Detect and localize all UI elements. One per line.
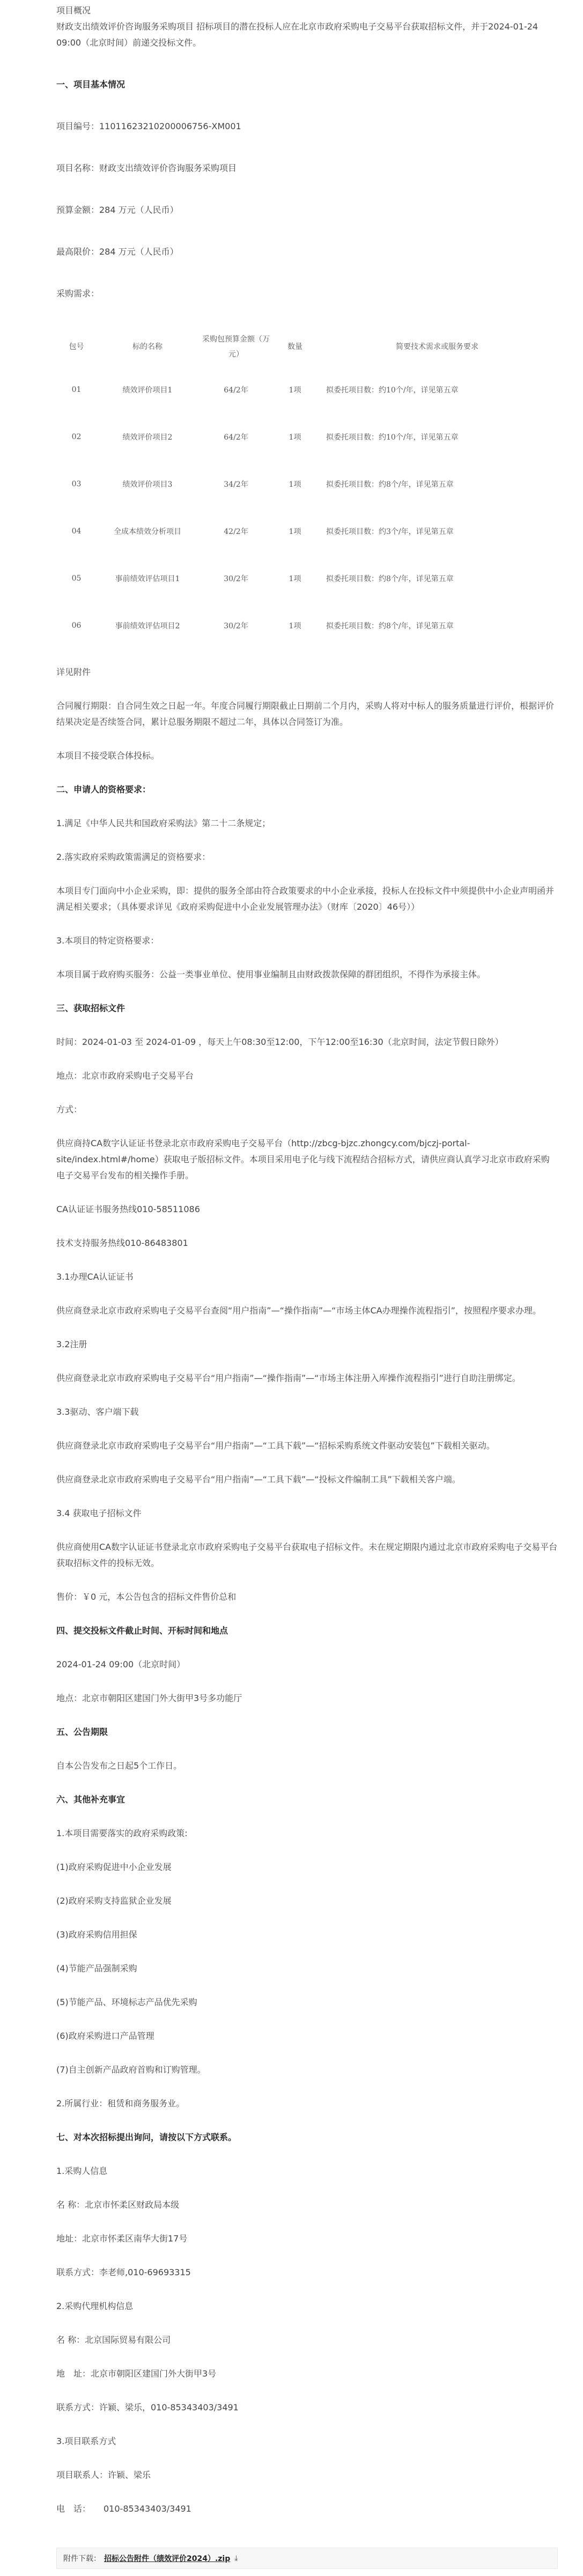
qualification-item-1: 1.满足《中华人民共和国政府采购法》第二十二条规定； (56, 818, 271, 828)
sub-3-3-text-2: 供应商登录北京市政府采购电子交易平台“用户指南”—“工具下载”—“投标文件编制工具”下载相关客户端。 (56, 1474, 461, 1484)
header-budget: 采购包预算金额（万元） (202, 335, 270, 359)
project-contact-phone: 电 话： 010-85343403/3491 (56, 2504, 191, 2514)
requirements-table (56, 328, 558, 649)
cell-name: 事前绩效评估项目2 (115, 622, 180, 630)
overview-heading: 项目概况 (56, 5, 91, 16)
cell-no: 05 (71, 574, 82, 583)
cell-name: 绩效评价项目2 (122, 433, 173, 442)
max-price: 最高限价：284 万元（人民币） (56, 247, 179, 257)
sub-3-3-title: 3.3驱动、客户端下载 (56, 1407, 139, 1417)
table-row (56, 366, 558, 413)
project-number: 项目编号：11011623210200006756-XM001 (56, 121, 241, 131)
project-name: 项目名称：财政支出绩效评价咨询服务采购项目 (56, 163, 237, 173)
document-price: 售价：￥0 元，本公告包含的招标文件售价总和 (56, 1592, 237, 1602)
buyer-address: 地址：北京市怀柔区南华大街17号 (56, 2233, 188, 2244)
cell-name: 绩效评价项目3 (122, 480, 173, 489)
no-consortium-note: 本项目不接受联合体投标。 (56, 751, 160, 761)
obtain-place: 地点：北京市政府采购电子交易平台 (56, 1071, 194, 1081)
cell-desc: 拟委托项目数：约8个/年，详见第五章 (326, 622, 454, 630)
buyer-name: 名 称：北京市怀柔区财政局本级 (56, 2200, 180, 2210)
section-1-title: 一、项目基本情况 (56, 79, 126, 90)
cell-no: 06 (71, 621, 82, 630)
qualification-item-3-text: 本项目属于政府购买服务：公益一类事业单位、使用事业编制且由财政拨款保障的群团组织，不得作为承接主体。 (56, 969, 486, 979)
cell-desc: 拟委托项目数：约10个/年，详见第五章 (326, 386, 459, 395)
policy-item: (1)政府采购促进中小企业发展 (56, 1862, 172, 1872)
project-contact-person: 项目联系人：许颖、梁乐 (56, 2470, 151, 2480)
cell-qty: 1项 (289, 575, 301, 583)
agent-title: 2.采购代理机构信息 (56, 2301, 134, 2311)
cell-qty: 1项 (289, 480, 301, 489)
section-5-title: 五、公告期限 (56, 1727, 108, 1737)
sub-3-2-text: 供应商登录北京市政府采购电子交易平台“用户指南”—“操作指南”—“市场主体注册入库操作流程指引”进行自助注册绑定。 (56, 1373, 521, 1383)
header-quantity: 数量 (287, 343, 302, 351)
cell-desc: 拟委托项目数：约8个/年，详见第五章 (326, 480, 454, 489)
tech-hotline: 技术支持服务热线010-86483801 (56, 1238, 188, 1248)
cell-budget: 42/2年 (224, 528, 248, 536)
cell-budget: 34/2年 (224, 480, 248, 489)
agent-address: 地 址：北京市朝阳区建国门外大街甲3号 (56, 2369, 217, 2379)
cell-qty: 1项 (289, 622, 301, 630)
policy-item: (5)节能产品、环境标志产品优先采购 (56, 1997, 197, 2007)
section-3-title: 三、获取招标文件 (56, 1003, 126, 1013)
cell-budget: 30/2年 (224, 622, 248, 630)
policy-item: (4)节能产品强制采购 (56, 1963, 137, 1973)
attachment-bar (56, 2548, 558, 2569)
attachment-download-link[interactable]: 招标公告附件（绩效评价2024）.zip (104, 2555, 231, 2563)
buyer-contact: 联系方式：李老师,010-69693315 (56, 2267, 191, 2277)
sub-3-2-title: 3.2注册 (56, 1339, 87, 1349)
cell-name: 事前绩效评估项目1 (115, 575, 180, 583)
policy-item: (6)政府采购进口产品管理 (56, 2031, 154, 2041)
cell-name: 绩效评价项目1 (122, 386, 173, 395)
cell-qty: 1项 (289, 528, 301, 536)
policy-item: (2)政府采购支持监狱企业发展 (56, 1896, 172, 1906)
table-row (56, 413, 558, 461)
deadline-time: 2024-01-24 09:00（北京时间） (56, 1659, 186, 1669)
policy-intro: 1.本项目需要落实的政府采购政策: (56, 1828, 188, 1838)
cell-no: 04 (71, 527, 82, 536)
cell-qty: 1项 (289, 386, 301, 395)
opening-place: 地点：北京市朝阳区建国门外大街甲3号多功能厅 (56, 1693, 242, 1703)
table-row (56, 555, 558, 602)
section-4-title: 四、提交投标文件截止时间、开标时间和地点 (56, 1625, 228, 1636)
cell-desc: 拟委托项目数：约3个/年，详见第五章 (326, 528, 454, 536)
agent-contact: 联系方式：许颖、梁乐，010-85343403/3491 (56, 2402, 239, 2412)
notice-period: 自本公告发布之日起5个工作日。 (56, 1761, 182, 1771)
ca-hotline: CA认证证书服务热线010-58511086 (56, 1204, 200, 1214)
header-package-no: 包号 (69, 343, 84, 351)
cell-no: 02 (71, 433, 82, 441)
download-icon[interactable]: ⤓ (234, 2554, 238, 2563)
attachment-note: 详见附件 (56, 667, 91, 677)
qualification-item-2: 2.落实政府采购政策需满足的资格要求： (56, 852, 211, 862)
table-row (56, 461, 558, 508)
qualification-item-3: 3.本项目的特定资格要求： (56, 936, 159, 946)
section-7-title: 七、对本次招标提出询问，请按以下方式联系。 (56, 2132, 237, 2142)
table-header-row (56, 328, 558, 366)
cell-no: 01 (71, 385, 82, 394)
header-item-name: 标的名称 (132, 343, 163, 351)
requirements-label: 采购需求： (56, 288, 100, 299)
project-contact-title: 3.项目联系方式 (56, 2436, 116, 2446)
policy-item: (7)自主创新产品政府首购和订购管理。 (56, 2065, 206, 2075)
industry: 2.所属行业：租赁和商务服务业。 (56, 2098, 185, 2109)
overview-text: 财政支出绩效评价咨询服务采购项目 招标项目的潜在投标人应在北京市政府采购电子交易平台获取招标文件，并于2024-01-24 09:00（北京时间）前递交投标文件。 (56, 21, 538, 48)
attachment-label: 附件下载： (63, 2555, 101, 2563)
sub-3-1-title: 3.1办理CA认证证书 (56, 1272, 134, 1282)
buyer-title: 1.采购人信息 (56, 2166, 108, 2176)
contract-period: 合同履行期限：自合同生效之日起一年。年度合同履行期限截止日期前二个月内，采购人将对中标人的服务质量进行评价，根据评价结果决定是否续签合同，累计总服务期限不超过二年，具体以合同签订为准。 (56, 701, 555, 727)
cell-desc: 拟委托项目数：约10个/年，详见第五章 (326, 433, 459, 442)
sub-3-4-text: 供应商使用CA数字认证证书登录北京市政府采购电子交易平台获取电子招标文件。未在规定期限内通过北京市政府采购电子交易平台获取招标文件的投标无效。 (56, 1542, 558, 1568)
qualification-item-2-text: 本项目专门面向中小企业采购，即：提供的服务全部由符合政策要求的中小企业承接，投标人在投标文件中须提供中小企业声明函并满足相关要求；（具体要求详见《政府采购促进中小企业发展管理办法》（财库〔2020〕46号）） (56, 886, 555, 912)
obtain-method-text: 供应商持CA数字认证证书登录北京市政府采购电子交易平台（http://zbcg-bjzc.zhongcy.com/bjczj-portal-site/index.html#/home）获取电子版招标文件。本项目采用电子化与线下流程结合招标方式，请供应商认真学习北京市政府采购电子交易平台发布的相关操作手册。 (56, 1138, 550, 1181)
sub-3-3-text-1: 供应商登录北京市政府采购电子交易平台“用户指南”—“工具下载”—“招标采购系统文件驱动安装包”下载相关驱动。 (56, 1441, 495, 1451)
cell-budget: 64/2年 (224, 433, 248, 442)
cell-qty: 1项 (289, 433, 301, 442)
obtain-method-label: 方式： (56, 1104, 83, 1115)
cell-desc: 拟委托项目数：约8个/年，详见第五章 (326, 575, 454, 583)
sub-3-1-text: 供应商登录北京市政府采购电子交易平台查阅“用户指南”—“操作指南”—“市场主体CA办理操作流程指引”，按照程序要求办理。 (56, 1305, 541, 1316)
section-6-title: 六、其他补充事宜 (56, 1794, 126, 1805)
announcement-body (56, 0, 558, 2517)
cell-budget: 64/2年 (224, 386, 248, 395)
section-2-title: 二、申请人的资格要求： (56, 784, 151, 795)
agent-name: 名 称：北京国际贸易有限公司 (56, 2335, 171, 2345)
budget-amount: 预算金额：284 万元（人民币） (56, 205, 179, 215)
header-description: 简要技术需求或服务要求 (396, 343, 478, 351)
policy-item: (3)政府采购信用担保 (56, 1929, 137, 1940)
cell-name: 全成本绩效分析项目 (114, 528, 181, 536)
cell-budget: 30/2年 (224, 575, 248, 583)
table-row (56, 602, 558, 649)
sub-3-4-title: 3.4 获取电子招标文件 (56, 1508, 142, 1518)
table-row (56, 508, 558, 555)
obtain-time: 时间：2024-01-03 至 2024-01-09 ，每天上午08:30至12:00，下午12:00至16:30（北京时间，法定节假日除外） (56, 1037, 504, 1047)
cell-no: 03 (71, 480, 82, 488)
